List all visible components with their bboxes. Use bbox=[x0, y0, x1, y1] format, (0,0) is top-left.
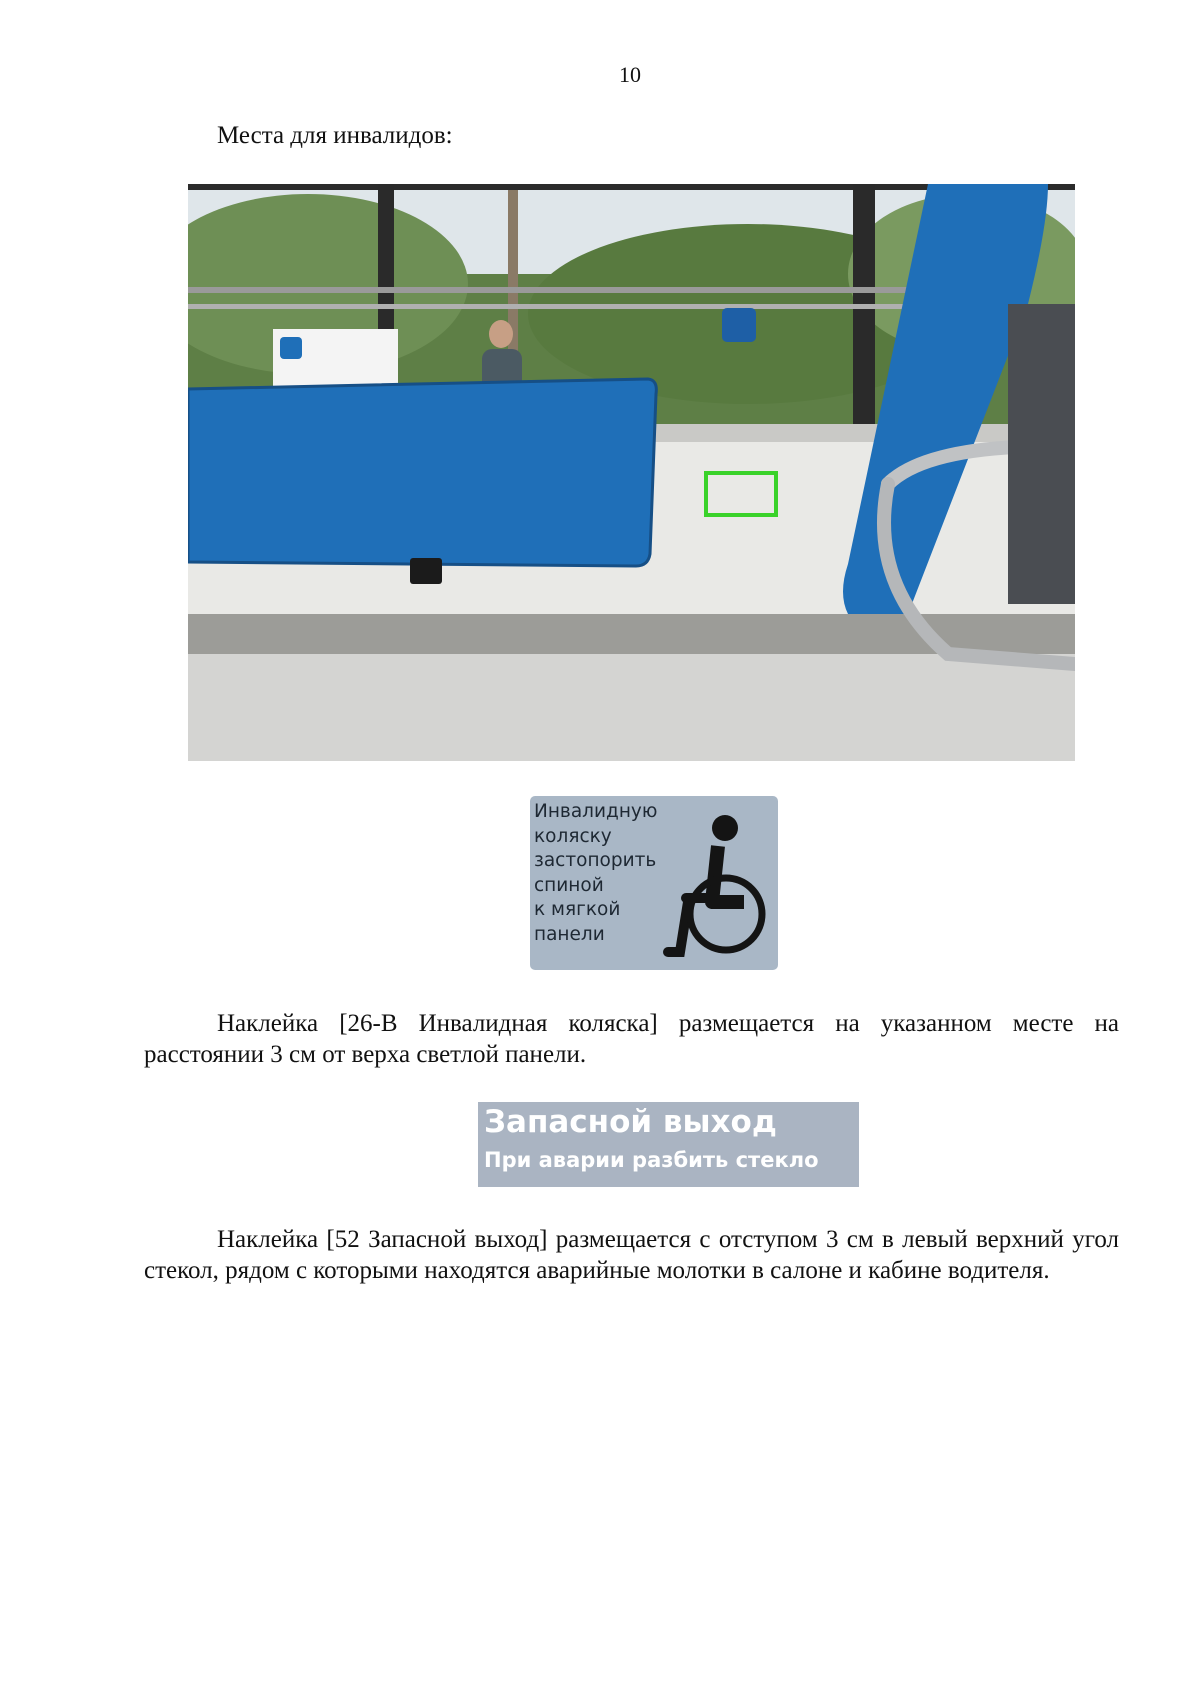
section-heading: Места для инвалидов: bbox=[217, 122, 453, 149]
wheelchair-sticker bbox=[530, 796, 778, 970]
wheelchair-sticker-line: спиной bbox=[534, 874, 604, 896]
exit-sticker-title: Запасной выход bbox=[484, 1104, 777, 1140]
wheelchair-icon bbox=[660, 814, 770, 962]
bus-interior-photo bbox=[188, 184, 1075, 761]
wheelchair-sticker-line: коляску bbox=[534, 825, 612, 847]
wheelchair-sticker-line: застопорить bbox=[534, 850, 657, 871]
exit-sticker-subtitle: При аварии разбить стекло bbox=[484, 1148, 819, 1172]
wheelchair-sticker-text bbox=[534, 800, 657, 947]
wheelchair-sticker-line: Инвалидную bbox=[534, 801, 658, 822]
paragraph-wheelchair-sticker: Наклейка [26-В Инвалидная коляска] размещается на указанном месте на расстоянии 3 см от верха светлой панели. bbox=[144, 1010, 1119, 1068]
paragraph-exit-sticker: Наклейка [52 Запасной выход] размещается с отступом 3 см в левый верхний угол стекол, рядом с которыми находятся аварийные молотки в салоне и кабине водителя. bbox=[144, 1226, 1119, 1284]
page-number: 10 bbox=[619, 62, 641, 87]
emergency-exit-sticker bbox=[478, 1102, 859, 1187]
wheelchair-sticker-line: панели bbox=[534, 923, 605, 945]
wheelchair-sticker-line: к мягкой bbox=[534, 899, 621, 920]
